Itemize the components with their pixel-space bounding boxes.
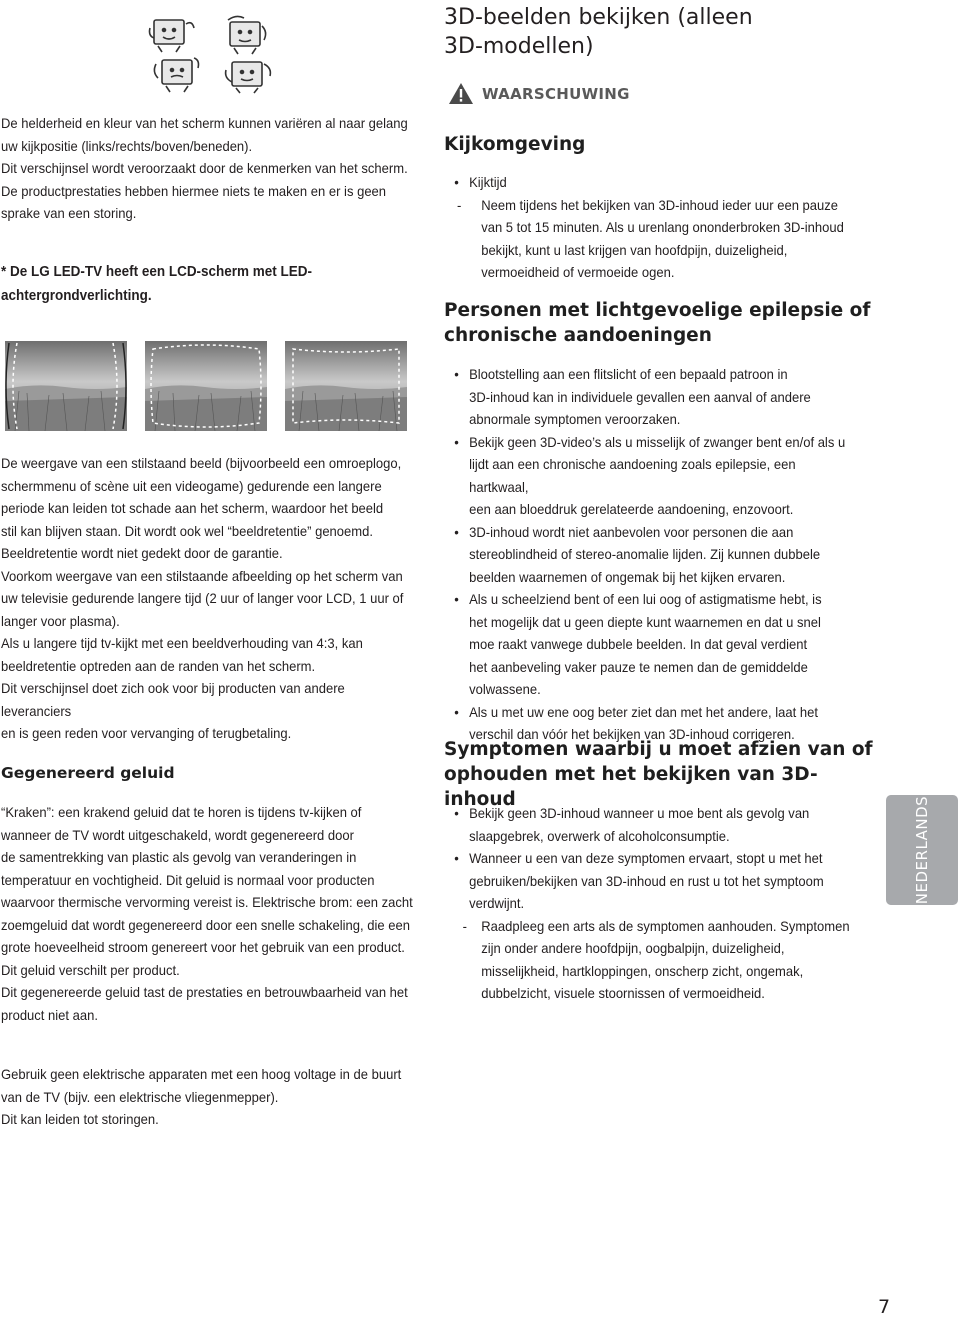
text-line: uw kijkpositie (links/rechts/boven/beneden). — [1, 137, 253, 154]
text-line: vermoeidheid of vermoeide ogen. — [481, 264, 675, 280]
text-line: stereoblindheid of stereo-anomalie lijden. Zij kunnen dubbele — [469, 546, 821, 562]
text-line: beeldretentie optreden aan de randen van het scherm. — [1, 657, 316, 674]
text-line: Neem tijdens het bekijken van 3D-inhoud ieder uur een pauze — [481, 196, 839, 213]
electrical-devices-note — [1, 1063, 415, 1131]
text-line: wanneer de TV wordt uitgeschakeld, wordt gegenereerd door — [1, 826, 354, 843]
text-line: dubbelzicht, visuele stoornissen of vermoeidheid. — [481, 985, 765, 1001]
dash-item: - Neem tijdens het bekijken van 3D-inhoud ieder uur een pauze van 5 tot 15 minuten. Als u urenlang ononderbroken 3D-inhoud bekijkt, kunt u last krijgen van hoofdpijn, duizeligheid, vermoeidheid of vermoeide ogen. — [444, 194, 853, 284]
language-tab — [886, 795, 958, 905]
warning-banner — [448, 82, 630, 105]
text-line: grote hoeveelheid stroom genereert voor het gebruik van een product. — [1, 939, 405, 955]
text-line: Beeldretentie wordt niet gedekt door de garantie. — [1, 545, 283, 561]
text-line: • Wanneer u een van deze symptomen ervaart, stopt u met het — [469, 850, 823, 866]
image-retention-paragraph — [1, 452, 415, 745]
section-title — [444, 3, 944, 61]
symptoms-list — [444, 802, 853, 1005]
tv-viewing-angle-illustration — [148, 14, 278, 94]
heading-line: Symptomen waarbij u moet afzien van of — [444, 739, 873, 760]
title-line: 3D-beelden bekijken (alleen — [444, 5, 753, 30]
text-line: verschil dan vóór het bekijken van 3D-inhoud corrigeren. — [469, 726, 795, 742]
text-line: De helderheid en kleur van het scherm kunnen variëren al naar gelang — [1, 115, 408, 131]
text-line: stil kan blijven staan. Dit wordt ook wel “beeldretentie” genoemd. — [1, 522, 373, 539]
viewing-environment-heading: Kijkomgeving — [444, 134, 586, 155]
text-line: De weergave van een stilstaand beeld (bijvoorbeeld een omroeplogo, — [1, 455, 402, 471]
page-number: 7 — [878, 1296, 891, 1318]
screen-retention-photo — [145, 341, 267, 431]
text-line: moe raakt vanwege dubbele beelden. In dat geval verdient — [469, 636, 808, 652]
text-line: 3D-inhoud kan in individuele gevallen een aanval of andere — [469, 388, 811, 405]
text-line: volwassene. — [469, 681, 541, 697]
text-line: het mogelijk dat u geen diepte kunt waarnemen en dat u snel — [469, 613, 821, 630]
text-line: waarvoor thermische vervorming vereist is. Elektrische brom: een zacht — [1, 894, 413, 910]
epilepsy-list — [444, 363, 853, 746]
text-line: Dit kan leiden tot storingen. — [1, 1111, 159, 1127]
tv-cartoon-icon — [228, 16, 266, 54]
text-line: Voorkom weergave van een stilstaande afbeelding op het scherm van — [1, 567, 403, 584]
tv-cartoon-icon — [154, 58, 198, 92]
list-item: • Kijktijd — [444, 171, 853, 194]
symptoms-heading — [444, 737, 884, 812]
dash-item: - Raadpleeg een arts als de symptomen aanhouden. Symptomen zijn onder andere hoofdpijn, oogbalpijn, duizeligheid, misselijkheid, hartkloppingen, onscherp zicht, ongemak, dubbelzicht, visuele stoornissen of vermoeidheid. — [444, 915, 853, 1005]
tv-cartoon-icon — [226, 62, 271, 93]
text-line: • Als u met uw ene oog beter ziet dan met het andere, laat het — [469, 703, 818, 720]
text-line: een aan bloeddruk gerelateerde aandoening, enzovoort. — [469, 501, 794, 517]
tv-cartoon-icon — [150, 20, 195, 52]
heading-line: ophouden met het bekijken van 3D-inhoud — [444, 764, 818, 810]
text-line: De productprestaties hebben hiermee niets te maken en er is geen — [1, 182, 387, 199]
language-tab-label: NEDERLANDS — [913, 795, 931, 905]
text-line: achtergrondverlichting. — [1, 288, 152, 304]
text-line: Raadpleeg een arts als de symptomen aanhouden. Symptomen — [481, 917, 850, 934]
text-line: lijdt aan een chronische aandoening zoals epilepsie, een hartkwaal, — [469, 456, 796, 495]
list-item — [444, 521, 853, 589]
lcd-note — [1, 260, 410, 308]
text-line: het aanbeveling vaker pauze te nemen dan de gemiddelde — [469, 658, 808, 675]
text-line: “Kraken”: een krakend geluid dat te horen is tijdens tv-kijken of — [1, 804, 362, 820]
text-line: • Bekijk geen 3D-video’s als u misselijk of zwanger bent en/of als u — [469, 433, 846, 450]
warning-triangle-icon — [448, 82, 474, 105]
text-line: langer voor plasma). — [1, 612, 120, 629]
screen-retention-photo — [5, 341, 127, 431]
heading-line: Personen met lichtgevoelige epilepsie of — [444, 300, 871, 321]
text-line: • 3D-inhoud wordt niet aanbevolen voor personen die aan — [469, 523, 794, 540]
text-line: schermmenu of scène uit een videogame) gedurende een langere — [1, 477, 382, 494]
title-line: 3D-modellen) — [444, 34, 594, 59]
text-line: Als u langere tijd tv-kijkt met een beeldverhouding van 4:3, kan — [1, 635, 363, 651]
text-line: zijn onder andere hoofdpijn, oogbalpijn, duizeligheid, — [481, 940, 785, 956]
text-line: periode kan leiden tot schade aan het scherm, waardoor het beeld — [1, 500, 384, 516]
text-line: van 5 tot 15 minuten. Als u urenlang ononderbroken 3D-inhoud — [481, 219, 844, 235]
list-item — [444, 431, 853, 521]
text-line: Dit verschijnsel wordt veroorzaakt door de kenmerken van het scherm. — [1, 160, 408, 176]
text-line: • Blootstelling aan een flitslicht of een bepaald patroon in — [469, 366, 788, 382]
generated-noise-heading: Gegenereerd geluid — [1, 764, 175, 782]
list-item — [444, 802, 853, 847]
list-item — [444, 847, 853, 915]
text-line: Dit verschijnsel doet zich ook voor bij producten van andere leveranciers — [1, 680, 345, 719]
text-line: zoemgeluid dat wordt gegenereerd door een snelle schakeling, die een — [1, 916, 410, 933]
text-line: product niet aan. — [1, 1006, 98, 1023]
viewing-angle-paragraph — [1, 112, 410, 225]
viewing-environment-content — [444, 171, 853, 284]
screen-retention-photo — [285, 341, 407, 431]
text-line: van de TV (bijv. een elektrische vliegenmepper). — [1, 1088, 279, 1105]
text-line: Dit gegenereerde geluid tast de prestaties en betrouwbaarheid van het — [1, 984, 408, 1000]
text-line: beelden waarnemen of ongemak bij het kijken ervaren. — [469, 568, 786, 585]
epilepsy-heading — [444, 298, 884, 348]
text-line: Dit geluid verschilt per product. — [1, 961, 180, 978]
text-line: sprake van een storing. — [1, 205, 137, 221]
text-line: en is geen reden voor vervanging of terugbetaling. — [1, 725, 292, 741]
text-line: Gebruik geen elektrische apparaten met een hoog voltage in de buurt — [1, 1066, 402, 1082]
text-line: * De LG LED-TV heeft een LCD-scherm met LED- — [1, 264, 312, 280]
warning-label: WAARSCHUWING — [482, 84, 630, 103]
heading-line: chronische aandoeningen — [444, 325, 712, 346]
generated-noise-paragraph — [1, 801, 415, 1026]
list-item — [444, 588, 853, 701]
text-line: verdwijnt. — [469, 895, 525, 911]
text-line: gebruiken/bekijken van 3D-inhoud en rust u tot het symptoom — [469, 872, 824, 889]
text-line: misselijkheid, hartkloppingen, onscherp zicht, ongemak, — [481, 962, 804, 979]
text-line: temperatuur en vochtigheid. Dit geluid is normaal voor producten — [1, 871, 375, 888]
text-line: bekijkt, kunt u last krijgen van hoofdpijn, duizeligheid, — [481, 241, 788, 258]
text-line: • Als u scheelziend bent of een lui oog of astigmatisme hebt, is — [469, 591, 822, 607]
text-line: • Bekijk geen 3D-inhoud wanneer u moe bent als gevolg van — [469, 805, 810, 821]
text-line: de samentrekking van plastic als gevolg van veranderingen in — [1, 849, 357, 865]
text-line: uw televisie gedurende langere tijd (2 uur of langer voor LCD, 1 uur of — [1, 590, 404, 606]
text-line: abnormale symptomen veroorzaken. — [469, 411, 681, 427]
text-line: slaapgebrek, overwerk of alcoholconsumptie. — [469, 827, 730, 844]
list-item — [444, 363, 853, 431]
